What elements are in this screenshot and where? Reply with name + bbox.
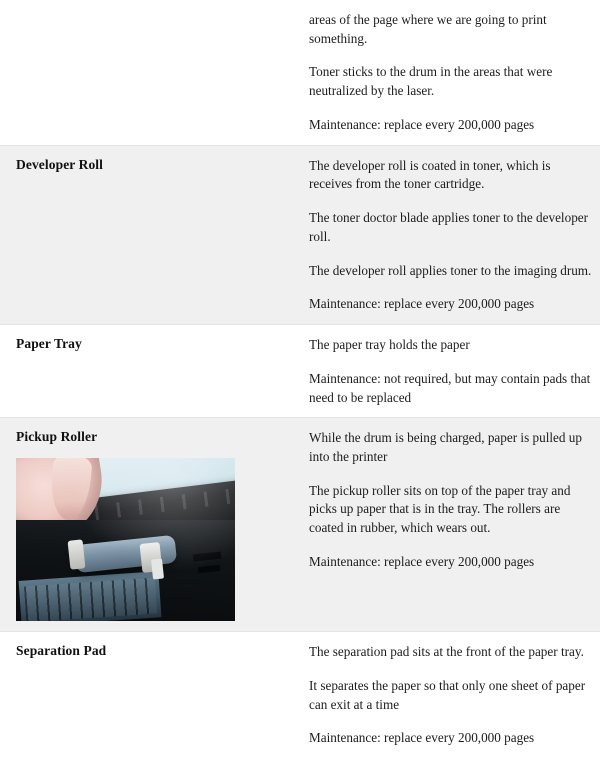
component-name-cell: [0, 632, 305, 670]
pickup-roller-photo: [16, 458, 235, 621]
description-paragraph: While the drum is being charged, paper is pulled up into the printer: [309, 430, 582, 465]
pickup-roller-photo-figure: [16, 458, 235, 621]
description-paragraph: Maintenance: replace every 200,000 pages: [309, 553, 535, 569]
component-name-cell: [0, 325, 305, 363]
component-name-label: Separation Pad: [16, 643, 107, 659]
component-description-cell: [305, 325, 600, 417]
description-paragraph: The toner doctor blade applies toner to the developer roll.: [309, 210, 589, 244]
component-description-cell: [305, 418, 600, 581]
table-row: [0, 324, 600, 417]
description-paragraph: areas of the page where we are going to print something.: [309, 12, 547, 46]
component-description-cell: [305, 146, 600, 324]
table-row: [0, 0, 600, 145]
description-paragraph: It separates the paper so that only one sheet of paper can exit at a time: [309, 677, 586, 712]
component-name-cell: [0, 146, 305, 184]
description-paragraph: Toner sticks to the drum in the areas that were neutralized by the laser.: [309, 64, 553, 99]
component-name-label: Paper Tray: [16, 336, 82, 352]
description-paragraph: Maintenance: replace every 200,000 pages: [309, 296, 535, 312]
table-row: [0, 631, 600, 758]
table-row: [0, 417, 600, 631]
component-name-cell: [0, 418, 305, 631]
component-description-cell: [305, 0, 600, 145]
description-paragraph: The developer roll is coated in toner, which is receives from the toner cartridge.: [309, 157, 551, 192]
component-description-cell: [305, 632, 600, 758]
description-paragraph: Maintenance: not required, but may contain pads that need to be replaced: [309, 370, 591, 405]
description-paragraph: The separation pad sits at the front of the paper tray.: [309, 644, 584, 660]
description-paragraph: Maintenance: replace every 200,000 pages: [309, 730, 535, 746]
description-paragraph: Maintenance: replace every 200,000 pages: [309, 116, 535, 132]
component-name-label: Developer Roll: [16, 156, 104, 172]
component-name-label: Pickup Roller: [16, 429, 98, 445]
description-paragraph: The developer roll applies toner to the imaging drum.: [309, 262, 592, 278]
description-paragraph: The pickup roller sits on top of the paper tray and picks up paper that is in the tray. The rollers are coated in rubber, which wears out.: [309, 482, 571, 536]
table-row: [0, 145, 600, 324]
component-name-cell: [0, 0, 305, 21]
description-paragraph: The paper tray holds the paper: [309, 337, 470, 353]
